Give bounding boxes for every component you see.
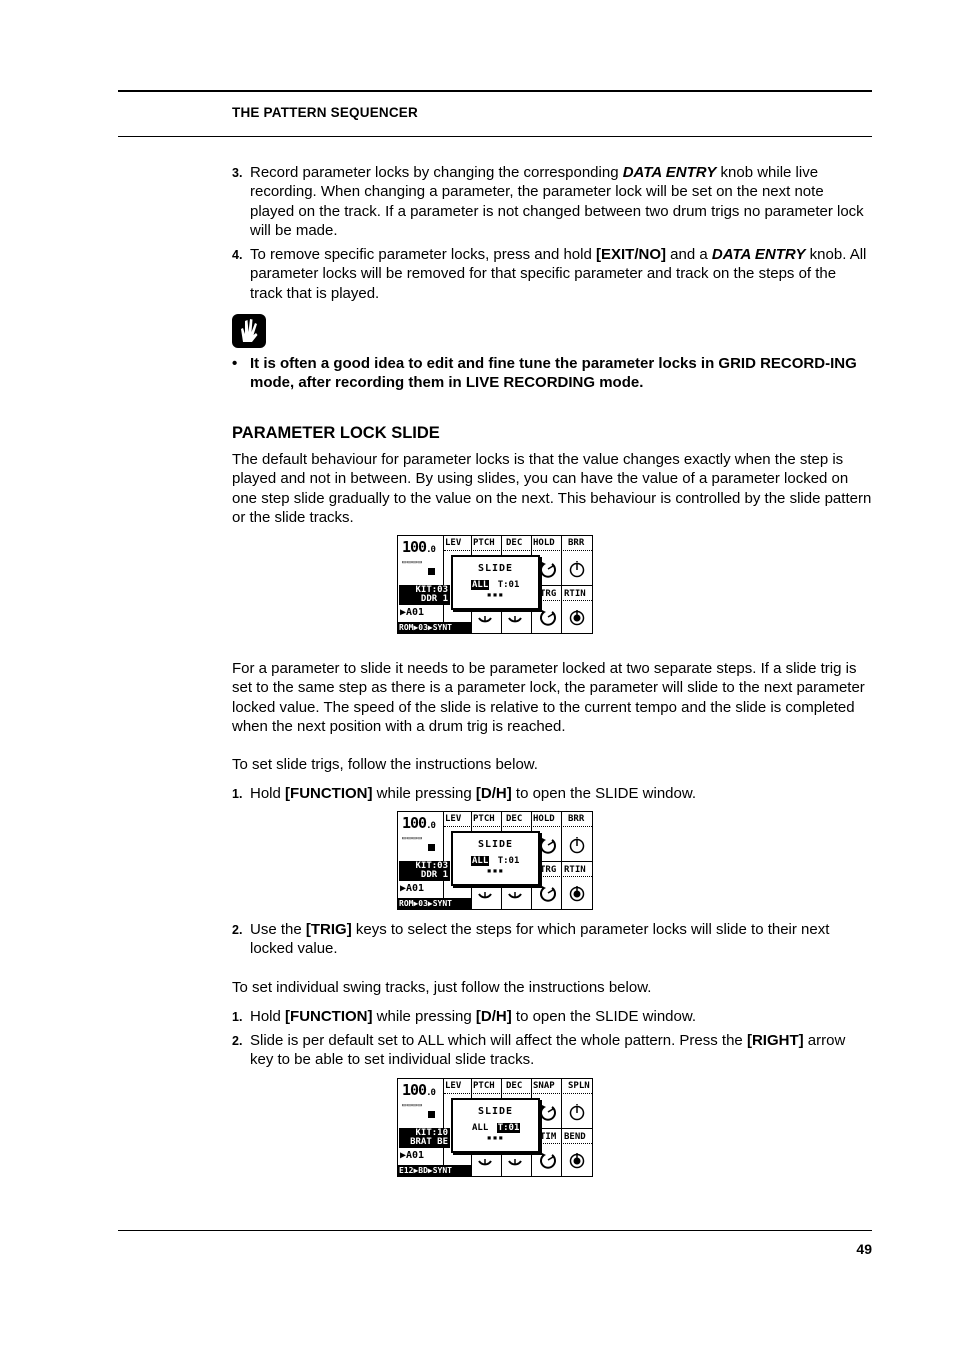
header-rule: [118, 90, 872, 92]
param-label: PTCH: [473, 538, 495, 548]
param-label: PTCH: [473, 814, 495, 824]
bold-term: [RIGHT]: [746, 1032, 804, 1049]
text-run: to open the SLIDE window.: [511, 1008, 697, 1025]
text-run: To remove specific parameter locks, press and hold: [250, 246, 596, 263]
text-run: Hold: [250, 785, 286, 802]
param-label: PTCH: [473, 1081, 495, 1091]
text-run: Record parameter locks by changing the corresponding: [250, 164, 623, 181]
step-text: [250, 920, 872, 959]
knob-icon: [568, 1103, 586, 1121]
tempo-display: [402, 540, 435, 558]
slide-popup: [451, 831, 540, 886]
option-gap: [489, 1123, 496, 1133]
param-label: BRR: [568, 814, 585, 824]
step-text: [250, 1007, 872, 1026]
param-label: LEV: [445, 814, 462, 824]
paragraph: For a parameter to slide it needs to be parameter locked at two separate steps. If a slide trig is set to the same step as there is a parameter lock, the parameter will slide to the next parameter locked value. The speed of the slide is relative to the current tempo and the slide is completed when the next position with a drum trig is reached.: [232, 660, 865, 735]
bold-term: [EXIT/NO]: [596, 246, 666, 263]
step-number: 1.: [232, 1010, 243, 1024]
play-indicator: [428, 568, 435, 575]
option-track: T:01: [497, 856, 520, 866]
knob-icon: [539, 884, 557, 902]
option-all: ALL: [472, 580, 489, 590]
knob-icon: [568, 608, 586, 626]
kit-name-box: [399, 861, 450, 881]
grid-line: [444, 550, 592, 551]
bold-italic-term: DATA ENTRY: [622, 164, 717, 181]
text-run: knob while live recording. When changing a parameter, the parameter lock will be set on the next note played on the track. If a parameter is not changed between two drum trigs no parameter lock will be made.: [250, 164, 864, 239]
kit-number: KIT:03: [415, 861, 448, 871]
tempo-decimal: .0: [426, 821, 435, 831]
pattern-label: ▶A01: [400, 883, 425, 894]
option-all: ALL: [472, 1123, 489, 1133]
text-run: to open the SLIDE window.: [511, 785, 697, 802]
step-number: 2.: [232, 923, 243, 937]
option-gap: [489, 580, 496, 590]
option-gap: [489, 856, 496, 866]
option-track: T:01: [497, 580, 520, 590]
rom-path: E12▶BD▶SYNT: [398, 1165, 471, 1176]
grid-line: [444, 1093, 592, 1094]
param-label: DEC: [506, 814, 523, 824]
slide-popup: [451, 555, 540, 610]
lcd-screen: [397, 1078, 593, 1177]
text-run: Use the: [250, 921, 306, 938]
section-heading: PARAMETER LOCK SLIDE: [232, 424, 440, 442]
tempo-value: 100: [402, 1081, 427, 1099]
knob-icon: [568, 1151, 586, 1169]
running-header: THE PATTERN SEQUENCER: [232, 105, 418, 120]
bold-italic-term: DATA ENTRY: [711, 246, 806, 263]
pattern-label: ▶A01: [400, 1150, 425, 1161]
tempo-display: [402, 816, 435, 834]
lcd-screen: [397, 535, 593, 634]
hand-icon: [232, 314, 266, 348]
step-number: 2.: [232, 1034, 243, 1048]
rom-path: ROM▶03▶SYNT: [398, 898, 471, 909]
param-label: BRR: [568, 538, 585, 548]
kit-name: BRAT BE: [410, 1137, 448, 1147]
knob-icon: [539, 1151, 557, 1169]
tip-text: It is often a good idea to edit and fine tune the parameter locks in GRID RECORD-ING mode, after recording them in LIVE RECORDING mode.: [250, 355, 857, 392]
paragraph: The default behaviour for parameter locks is that the value changes exactly when the step is played and not in between. By using slides, you can have the value of a parameter locked on one step slide gradually to the value on the next. This behaviour is controlled by the slide pattern or the slide tracks.: [232, 451, 872, 526]
rom-path: ROM▶03▶SYNT: [398, 622, 471, 633]
popup-dots: ▪▪▪: [486, 590, 505, 599]
step-text: [250, 163, 872, 240]
step-text: [250, 784, 872, 803]
tip-bullet: [232, 354, 872, 393]
text-run: arrow key to be able to set individual slide tracks.: [250, 1032, 846, 1069]
step-number: 1.: [232, 787, 243, 801]
option-all: ALL: [472, 856, 489, 866]
kit-name: DDR 1: [420, 594, 448, 604]
text-run: Slide is per default set to ALL which will affect the whole pattern. Press the: [250, 1032, 747, 1049]
play-indicator: [428, 844, 435, 851]
tempo-display: [402, 1083, 435, 1101]
swing-step-2: [232, 1031, 872, 1070]
step-indicators: ▭▭▭▭: [402, 834, 423, 842]
tempo-decimal: .0: [426, 1088, 435, 1098]
step-number: 3.: [232, 166, 243, 180]
text-run: while pressing: [372, 785, 476, 802]
popup-dots: ▪▪▪: [486, 1133, 505, 1142]
param-label: RTIN: [564, 865, 586, 875]
param-label: BEND: [564, 1132, 586, 1142]
param-label: HOLD: [533, 538, 555, 548]
step-number: 4.: [232, 248, 243, 262]
popup-options: [471, 580, 520, 590]
step-indicators: ▭▭▭▭: [402, 558, 423, 566]
popup-title: SLIDE: [477, 1106, 514, 1117]
kit-number: KIT:03: [415, 585, 448, 595]
param-label: HOLD: [533, 814, 555, 824]
step-text: [250, 1031, 872, 1070]
footer-rule: [118, 1230, 872, 1231]
slide-step-2: [232, 920, 872, 959]
grid-line: [532, 876, 592, 877]
slide-step-1: [232, 784, 872, 803]
knob-icon: [539, 836, 557, 854]
param-label: DEC: [506, 1081, 523, 1091]
param-label: SNAP: [533, 1081, 555, 1091]
knob-icon: [568, 884, 586, 902]
header-underline: [118, 136, 872, 137]
knob-icon: [506, 888, 524, 906]
bold-term: [D/H]: [475, 1008, 512, 1025]
bold-term: [D/H]: [475, 785, 512, 802]
knob-icon: [568, 560, 586, 578]
step-3: [232, 163, 872, 240]
knob-icon: [476, 612, 494, 630]
bold-term: [FUNCTION]: [285, 1008, 373, 1025]
tempo-value: 100: [402, 814, 427, 832]
kit-number: KIT:10: [415, 1128, 448, 1138]
swing-step-1: [232, 1007, 872, 1026]
knob-icon: [539, 560, 557, 578]
grid-line: [444, 826, 592, 827]
popup-options: [471, 856, 520, 866]
tempo-decimal: .0: [426, 545, 435, 555]
popup-dots: ▪▪▪: [486, 866, 505, 875]
popup-title: SLIDE: [477, 563, 514, 574]
paragraph: To set individual swing tracks, just follow the instructions below.: [232, 979, 652, 996]
knob-icon: [476, 1155, 494, 1173]
popup-title: SLIDE: [477, 839, 514, 850]
paragraph: To set slide trigs, follow the instructions below.: [232, 756, 538, 773]
knob-icon: [506, 612, 524, 630]
bold-term: [TRIG]: [305, 921, 352, 938]
kit-name-box: [399, 1128, 450, 1148]
knob-icon: [539, 1103, 557, 1121]
text-run: and a: [666, 246, 712, 263]
step-text: [250, 245, 872, 303]
param-label: RTIN: [564, 589, 586, 599]
knob-icon: [539, 608, 557, 626]
kit-name-box: [399, 585, 450, 605]
knob-icon: [506, 1155, 524, 1173]
param-label: SPLN: [568, 1081, 590, 1091]
grid-line: [532, 1143, 592, 1144]
text-run: Hold: [250, 1008, 286, 1025]
param-label: LEV: [445, 1081, 462, 1091]
popup-options: [471, 1123, 520, 1133]
lcd-screen: [397, 811, 593, 910]
knob-icon: [476, 888, 494, 906]
param-label: TIM: [540, 1132, 557, 1142]
play-indicator: [428, 1111, 435, 1118]
step-indicators: ▭▭▭▭: [402, 1101, 423, 1109]
param-label: TRG: [540, 589, 557, 599]
param-label: LEV: [445, 538, 462, 548]
bullet-dot: •: [232, 355, 238, 372]
option-track: T:01: [497, 1123, 520, 1133]
text-run: while pressing: [372, 1008, 476, 1025]
pattern-label: ▶A01: [400, 607, 425, 618]
grid-line: [532, 600, 592, 601]
tempo-value: 100: [402, 538, 427, 556]
slide-popup: [451, 1098, 540, 1153]
step-4: [232, 245, 872, 303]
text-run: knob. All parameter locks will be removed for that specific parameter and track on the steps of the track that is played.: [250, 246, 867, 302]
knob-icon: [568, 836, 586, 854]
kit-name: DDR 1: [420, 870, 448, 880]
param-label: DEC: [506, 538, 523, 548]
param-label: TRG: [540, 865, 557, 875]
page-number: 49: [856, 1241, 872, 1257]
bold-term: [FUNCTION]: [285, 785, 373, 802]
text-run: keys to select the steps for which parameter locks will slide to their next locked value.: [250, 921, 830, 958]
